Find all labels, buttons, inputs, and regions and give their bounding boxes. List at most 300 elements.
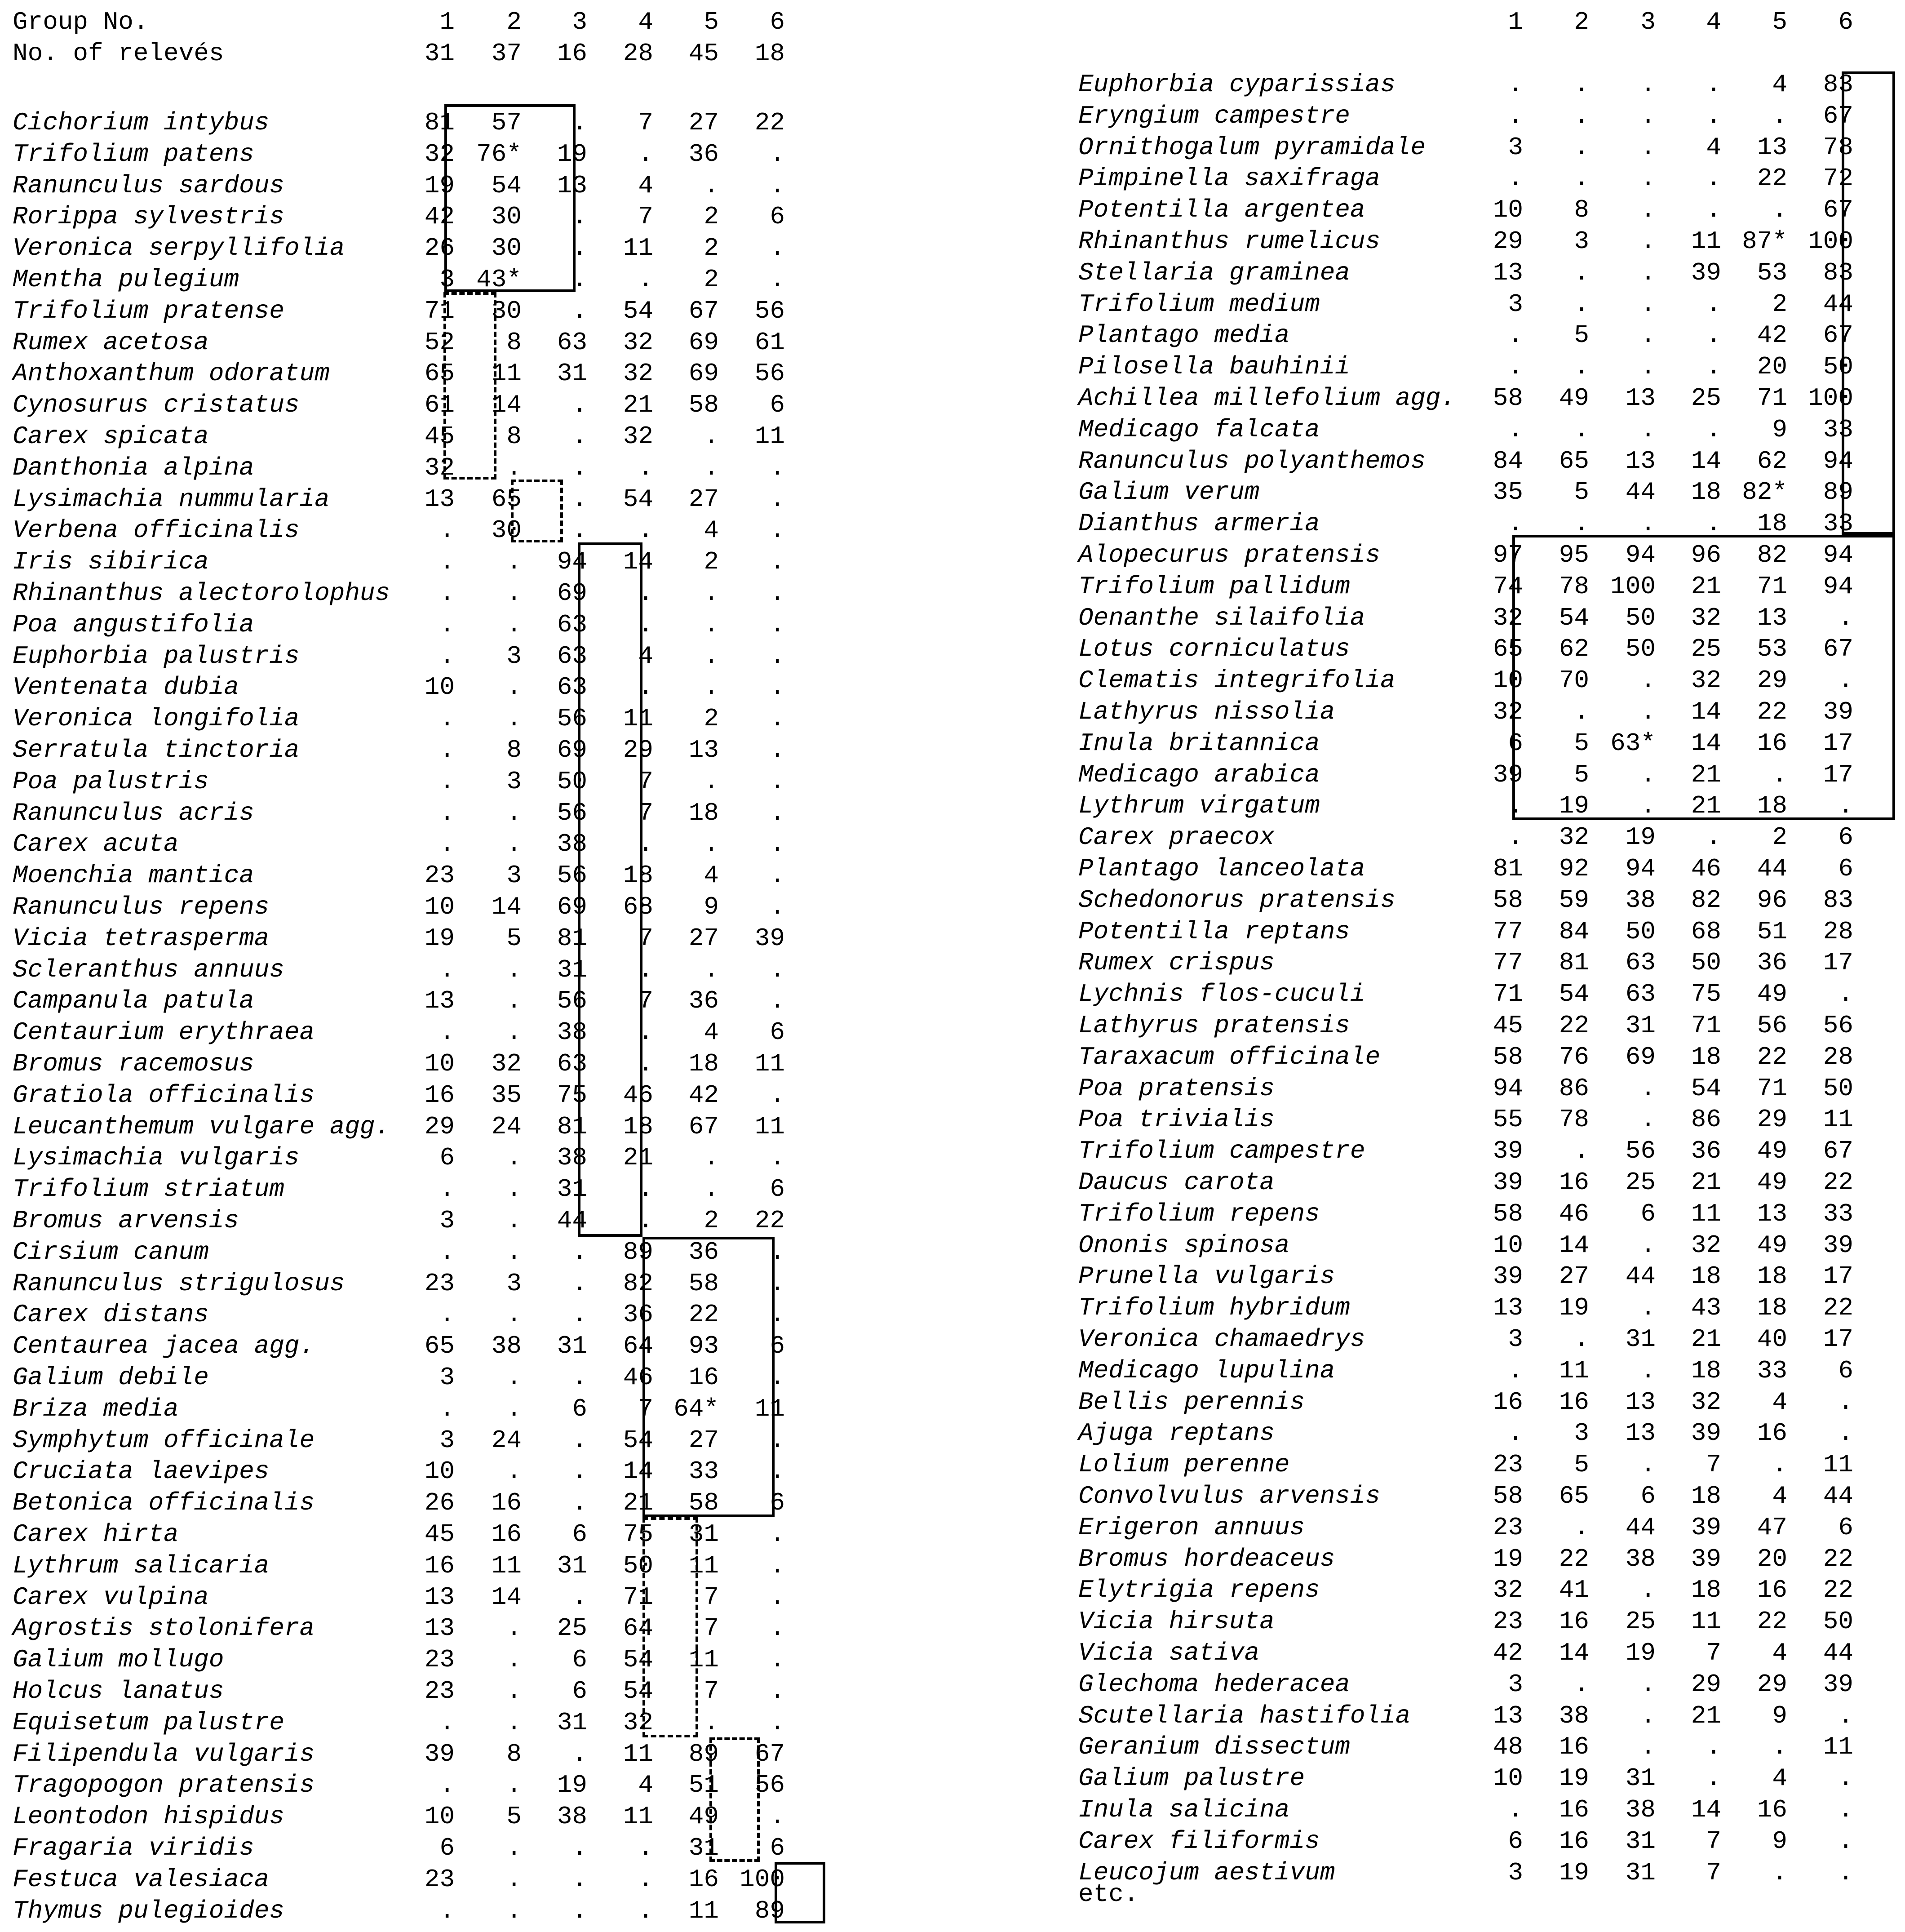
group-4-value: 32 [623, 328, 653, 357]
group-2-value: 57 [491, 108, 522, 137]
species-name: Danthonia alpina [13, 453, 254, 482]
species-name: Vicia hirsuta [1078, 1607, 1275, 1636]
group-5-value: 16 [688, 1865, 719, 1894]
species-row [13, 1111, 839, 1142]
group-3-value: 31 [557, 1708, 587, 1737]
group-5-value: 7 [704, 1677, 719, 1705]
group-5-value: 58 [688, 1488, 719, 1518]
species-name: Rumex crispus [1078, 948, 1275, 977]
group-2-value: 8 [1574, 195, 1589, 225]
group-5-value: 18 [1757, 509, 1787, 538]
group-2-value: 92 [1559, 854, 1589, 883]
group-3-value: 19 [557, 139, 587, 169]
group-2-value: . [1574, 164, 1589, 193]
group-3-value: 50 [1625, 917, 1656, 946]
species-name: Elytrigia repens [1078, 1576, 1320, 1605]
group-5-value: . [1772, 195, 1787, 225]
group-4-value: 71 [1691, 1011, 1721, 1040]
group-5-value: . [704, 453, 719, 482]
group-4-value: 14 [623, 547, 653, 577]
group-1-value: 32 [1493, 697, 1523, 726]
group-1-value: . [1508, 352, 1523, 382]
group-6-value: 33 [1823, 415, 1853, 444]
group-2-value: . [1574, 1137, 1589, 1166]
group-3-value: 63 [557, 610, 587, 639]
species-name: Inula britannica [1078, 728, 1320, 758]
group-1-value: 13 [1493, 258, 1523, 287]
group-6-value: 28 [1823, 917, 1853, 946]
group-4-value: . [638, 1175, 653, 1204]
group-4-value: 4 [638, 1771, 653, 1800]
group-3-value: 75 [557, 1080, 587, 1110]
group-5-value: 2 [704, 704, 719, 733]
group-2-value: 3 [506, 641, 522, 671]
group-3-value: 63 [557, 641, 587, 671]
group-1-value: 23 [1493, 1513, 1523, 1542]
group-5-value: 82* [1742, 478, 1787, 507]
group-3-value: 44 [1625, 478, 1656, 507]
species-row [1078, 1543, 1905, 1575]
group-4-value: . [638, 1865, 653, 1894]
species-name: Rhinanthus alectorolophus [13, 579, 390, 608]
group-2-value: 16 [491, 1520, 522, 1549]
group-6-value: 67 [1823, 635, 1853, 664]
group-3-value: . [1640, 227, 1656, 256]
species-name: Filipendula vulgaris [13, 1739, 315, 1768]
group-6-value: 6 [770, 1834, 785, 1862]
group-frame [775, 1862, 825, 1923]
group-2-value: 65 [491, 484, 522, 514]
group-6-value: . [770, 986, 785, 1016]
group-5-value: . [704, 641, 719, 671]
group-3-value: 81 [557, 924, 587, 953]
group-2-value: 62 [1559, 635, 1589, 664]
group-1-value: . [439, 955, 455, 984]
group-1-value: 13 [424, 1582, 455, 1612]
species-row [13, 452, 839, 484]
species-name: Cirsium canum [13, 1237, 209, 1266]
group-1-value: . [1508, 164, 1523, 193]
group-3-value: . [1640, 133, 1656, 162]
group-5-value: 2 [704, 234, 719, 263]
species-row [1078, 1700, 1905, 1732]
species-row [13, 295, 839, 327]
species-name: Scleranthus annuus [13, 955, 284, 984]
group-2-value: 16 [1559, 1387, 1589, 1417]
group-4-value: . [1706, 101, 1721, 130]
species-name: Potentilla argentea [1078, 195, 1365, 225]
group-4-value: 25 [1691, 635, 1721, 664]
group-6-value: . [770, 579, 785, 608]
species-name: Euphorbia cyparissias [1078, 70, 1396, 99]
species-row [1078, 884, 1905, 916]
group-3-value: . [572, 1488, 587, 1518]
group-2-value: 65 [1559, 446, 1589, 475]
group-4-value: 18 [1691, 478, 1721, 507]
group-1-value: 77 [1493, 917, 1523, 946]
species-row [13, 797, 839, 829]
group-1-value: 45 [424, 1520, 455, 1549]
group-5-value: 31 [688, 1834, 719, 1862]
group-6-value: . [1838, 1858, 1853, 1887]
group-1-value: 13 [424, 986, 455, 1016]
group-5-value: 22 [1757, 1607, 1787, 1636]
group-5-value: 71 [1757, 384, 1787, 413]
group-6-value: . [770, 1551, 785, 1580]
group-3-value: 31 [557, 955, 587, 984]
species-row [13, 609, 839, 640]
group-6-value: 33 [1823, 1199, 1853, 1228]
group-6-value: . [770, 1520, 785, 1549]
species-row [13, 327, 839, 358]
species-name: Rorippa sylvestris [13, 202, 284, 231]
group-2-value: 19 [1559, 791, 1589, 821]
species-name: Betonica officinalis [13, 1488, 315, 1518]
group-2-value: 5 [1574, 321, 1589, 350]
group-6-value: 6 [770, 391, 785, 420]
species-row [1078, 351, 1905, 382]
group-5-value: 7 [704, 1614, 719, 1643]
species-name: Bromus racemosus [13, 1049, 254, 1078]
species-row [13, 1079, 839, 1111]
group-2-value: 5 [1574, 1450, 1589, 1479]
species-row [13, 1644, 839, 1675]
group-5-value: . [704, 1143, 719, 1173]
group-2-value: . [506, 1206, 522, 1235]
group-4-value: 46 [623, 1080, 653, 1110]
species-name: Glechoma hederacea [1078, 1670, 1350, 1699]
group-1-value: 29 [424, 1112, 455, 1141]
species-row [1078, 1135, 1905, 1167]
group-2-value: 78 [1559, 572, 1589, 601]
group-5-value: 82 [1757, 541, 1787, 569]
group-6-value: 67 [1823, 101, 1853, 130]
species-name: Lysimachia vulgaris [13, 1143, 300, 1173]
group-6-value: . [1838, 791, 1853, 821]
group-2-value: . [506, 1677, 522, 1705]
species-name: Ranunculus repens [13, 893, 270, 921]
group-6-value: 83 [1823, 70, 1853, 99]
group-3-value: . [1640, 289, 1656, 319]
group-1-value: 23 [424, 1269, 455, 1298]
species-row [13, 1550, 839, 1581]
group-1-value: . [439, 1708, 455, 1737]
group-4-value: 4 [1706, 133, 1721, 162]
species-name: Trifolium campestre [1078, 1137, 1365, 1166]
group-6-value: 67 [754, 1739, 785, 1768]
group-5-value: . [704, 579, 719, 608]
group-6-value: 17 [1823, 1325, 1853, 1354]
group-4-value: 7 [638, 767, 653, 796]
species-name: Ranunculus sardous [13, 171, 284, 200]
group-4-value: 7 [1706, 1639, 1721, 1667]
group-number-header-right [1078, 6, 1905, 38]
group-3-value: 63 [1625, 980, 1656, 1009]
group-4-value: 29 [1691, 1670, 1721, 1699]
species-name: Holcus lanatus [13, 1677, 224, 1705]
group-3-value: 31 [1625, 1011, 1656, 1040]
group-5-value: . [1772, 1858, 1787, 1887]
group-4-value: 11 [623, 1739, 653, 1768]
species-row [13, 1864, 839, 1895]
group-4-value: 21 [623, 391, 653, 420]
species-name: Trifolium patens [13, 139, 254, 169]
group-1-value: . [439, 830, 455, 859]
group-5-value: 36 [688, 986, 719, 1016]
group-3-value: 25 [557, 1614, 587, 1643]
group-5-value: 27 [688, 108, 719, 137]
group-4-value: . [638, 955, 653, 984]
group-1-value: 10 [1493, 1764, 1523, 1793]
group-5-value: 36 [688, 139, 719, 169]
group-5-value: 44 [1757, 854, 1787, 883]
group-3-value: 13 [1625, 1419, 1656, 1448]
group-6-value: 6 [1838, 823, 1853, 852]
species-name: Trifolium pallidum [1078, 572, 1350, 601]
group-2-value: 32 [1559, 823, 1589, 852]
group-5-value: 58 [688, 1269, 719, 1298]
group-2-value: 78 [1559, 1105, 1589, 1134]
group-6-value: . [770, 830, 785, 859]
group-6-value: 18 [754, 39, 785, 68]
group-4-value: 75 [623, 1520, 653, 1549]
species-row [1078, 1449, 1905, 1480]
group-3-value: . [572, 453, 587, 482]
group-6-value: . [770, 1080, 785, 1110]
group-6-value: 56 [754, 1771, 785, 1800]
group-3-value: . [1640, 1356, 1656, 1385]
group-2-value: 16 [1559, 1826, 1589, 1856]
group-2-value: . [506, 579, 522, 608]
group-2-value: 59 [1559, 885, 1589, 915]
group-5-value: 42 [1757, 321, 1787, 350]
species-row [1078, 916, 1905, 947]
group-3-value: 16 [557, 39, 587, 68]
group-4-value: . [638, 1018, 653, 1047]
group-4-value: 14 [1691, 1795, 1721, 1824]
group-5-value: 13 [1757, 133, 1787, 162]
group-1-value: 31 [424, 39, 455, 68]
species-name: Carex distans [13, 1300, 209, 1329]
group-2-value: 27 [1559, 1262, 1589, 1291]
group-6-value: . [770, 453, 785, 482]
group-1-value: 39 [1493, 760, 1523, 789]
species-row [13, 860, 839, 891]
group-6-value: 17 [1823, 760, 1853, 789]
group-4-value: 54 [1691, 1074, 1721, 1103]
group-6-value: . [770, 1363, 785, 1392]
group-2-value: . [1574, 415, 1589, 444]
species-row [1078, 194, 1905, 226]
group-6-value: . [770, 673, 785, 702]
group-1-value: 35 [1493, 478, 1523, 507]
group-4-value: 32 [623, 422, 653, 451]
group-6-value: 6 [1838, 8, 1853, 36]
group-4-value: 96 [1691, 541, 1721, 569]
group-4-value: 39 [1691, 1419, 1721, 1448]
group-6-value: 22 [1823, 1293, 1853, 1323]
group-1-value: 32 [424, 453, 455, 482]
group-3-value: 19 [1625, 823, 1656, 852]
group-1-value: 65 [1493, 635, 1523, 664]
species-name: Inula salicina [1078, 1795, 1290, 1824]
group-6-value: . [1838, 980, 1853, 1009]
group-4-value: . [1706, 352, 1721, 382]
group-1-value: 10 [424, 893, 455, 921]
species-name: Carex hirta [13, 1520, 179, 1549]
group-5-value: 62 [1757, 446, 1787, 475]
group-5-value: 16 [1757, 1419, 1787, 1448]
group-2-value: 5 [1574, 478, 1589, 507]
group-6-value: . [1838, 1387, 1853, 1417]
group-5-value: 4 [704, 516, 719, 545]
group-5-value: 5 [1772, 8, 1787, 36]
group-4-value: 64 [623, 1332, 653, 1361]
group-1-value: 39 [1493, 1168, 1523, 1197]
group-6-value: 6 [770, 1018, 785, 1047]
group-6-value: 6 [770, 1488, 785, 1518]
group-3-value: . [1640, 1293, 1656, 1323]
group-1-value: . [1508, 321, 1523, 350]
group-2-value: . [506, 955, 522, 984]
group-4-value: 25 [1691, 384, 1721, 413]
group-1-value: 52 [424, 328, 455, 357]
group-1-value: 23 [1493, 1607, 1523, 1636]
group-5-value: 2 [1772, 823, 1787, 852]
group-5-value: 93 [688, 1332, 719, 1361]
group-4-value: 32 [1691, 1387, 1721, 1417]
group-6-value: . [770, 265, 785, 294]
group-6-value: . [770, 1300, 785, 1329]
group-5-value: 18 [1757, 1293, 1787, 1323]
species-name: Daucus carota [1078, 1168, 1275, 1197]
group-1-value: . [1508, 509, 1523, 538]
group-1-value: 39 [1493, 1262, 1523, 1291]
group-4-value: 36 [1691, 1137, 1721, 1166]
species-row [1078, 414, 1905, 445]
group-5-value: . [1772, 1450, 1787, 1479]
group-3-value: . [572, 296, 587, 325]
group-3-value: 25 [1625, 1168, 1656, 1197]
group-3-value: . [572, 1363, 587, 1392]
species-name: Trifolium pratense [13, 296, 284, 325]
group-1-value: 3 [439, 1363, 455, 1392]
species-row [1078, 1417, 1905, 1449]
group-4-value: 46 [1691, 854, 1721, 883]
group-5-value: 49 [1757, 980, 1787, 1009]
group-1-value: . [439, 610, 455, 639]
species-name: Ajuga reptans [1078, 1419, 1275, 1448]
group-3-value: . [1640, 164, 1656, 193]
group-2-value: 49 [1559, 384, 1589, 413]
group-2-value: . [506, 453, 522, 482]
group-2-value: 19 [1559, 1858, 1589, 1887]
species-name: Cichorium intybus [13, 108, 270, 137]
group-6-value: 39 [1823, 697, 1853, 726]
group-1-value: 32 [424, 139, 455, 169]
group-3-value: 63 [557, 1049, 587, 1078]
group-4-value: . [1706, 70, 1721, 99]
group-6-value: . [1838, 666, 1853, 695]
group-3-value: 38 [1625, 885, 1656, 915]
species-row [1078, 226, 1905, 257]
group-1-value: 13 [424, 1614, 455, 1643]
group-3-value: . [572, 202, 587, 231]
group-6-value: . [770, 1237, 785, 1266]
species-name: Thymus pulegioides [13, 1896, 284, 1925]
group-5-value: 27 [688, 1426, 719, 1455]
group-4-value: . [638, 453, 653, 482]
species-row [13, 1707, 839, 1738]
species-row [1078, 476, 1905, 508]
group-6-value: . [1838, 1419, 1853, 1448]
group-2-value: 95 [1559, 541, 1589, 569]
species-name: Poa palustris [13, 767, 209, 796]
group-4-value: 7 [638, 1394, 653, 1423]
group-5-value: 27 [688, 484, 719, 514]
group-4-value: 50 [1691, 948, 1721, 977]
group-3-value: 3 [572, 8, 587, 36]
group-2-value: 54 [1559, 603, 1589, 632]
group-5-value: 58 [688, 391, 719, 420]
group-6-value: . [770, 641, 785, 671]
species-name: Lolium perenne [1078, 1450, 1290, 1479]
group-5-value: . [1772, 101, 1787, 130]
group-3-value: 50 [557, 767, 587, 796]
species-name: Bromus arvensis [13, 1206, 239, 1235]
group-6-value: 11 [754, 1112, 785, 1141]
group-5-value: 29 [1757, 666, 1787, 695]
group-frame [578, 542, 642, 1237]
species-name: Leontodon hispidus [13, 1802, 284, 1831]
group-5-value: 4 [1772, 70, 1787, 99]
species-row [1078, 1261, 1905, 1292]
group-1-value: 3 [1508, 133, 1523, 162]
species-name: Medicago lupulina [1078, 1356, 1335, 1385]
group-3-value: 6 [572, 1645, 587, 1674]
group-3-value: 69 [557, 893, 587, 921]
species-row [13, 828, 839, 860]
group-3-value: 63 [1625, 948, 1656, 977]
group-5-value: 56 [1757, 1011, 1787, 1040]
group-1-value: 13 [424, 484, 455, 514]
group-6-value: 22 [1823, 1576, 1853, 1605]
group-1-value: 3 [439, 1206, 455, 1235]
group-4-value: 11 [623, 1802, 653, 1831]
group-1-value: 58 [1493, 384, 1523, 413]
species-row [1078, 1198, 1905, 1230]
group-6-value: 11 [1823, 1450, 1853, 1479]
species-name: Poa pratensis [1078, 1074, 1275, 1103]
group-3-value: . [572, 1865, 587, 1894]
species-row [13, 734, 839, 766]
group-4-value: 32 [623, 1708, 653, 1737]
group-1-value: 97 [1493, 541, 1523, 569]
group-6-value: 67 [1823, 195, 1853, 225]
group-5-value: . [1772, 760, 1787, 789]
species-name: Veronica chamaedrys [1078, 1325, 1365, 1354]
species-name: Clematis integrifolia [1078, 666, 1396, 695]
group-4-value: 54 [623, 1677, 653, 1705]
group-4-value: 36 [623, 1300, 653, 1329]
species-row [13, 1675, 839, 1707]
species-name: Bromus hordeaceus [1078, 1544, 1335, 1573]
group-4-value: 54 [623, 1645, 653, 1674]
group-4-value: 21 [1691, 1168, 1721, 1197]
group-3-value: 50 [1625, 635, 1656, 664]
group-6-value: . [1838, 1764, 1853, 1793]
group-3-value: . [1640, 1732, 1656, 1762]
